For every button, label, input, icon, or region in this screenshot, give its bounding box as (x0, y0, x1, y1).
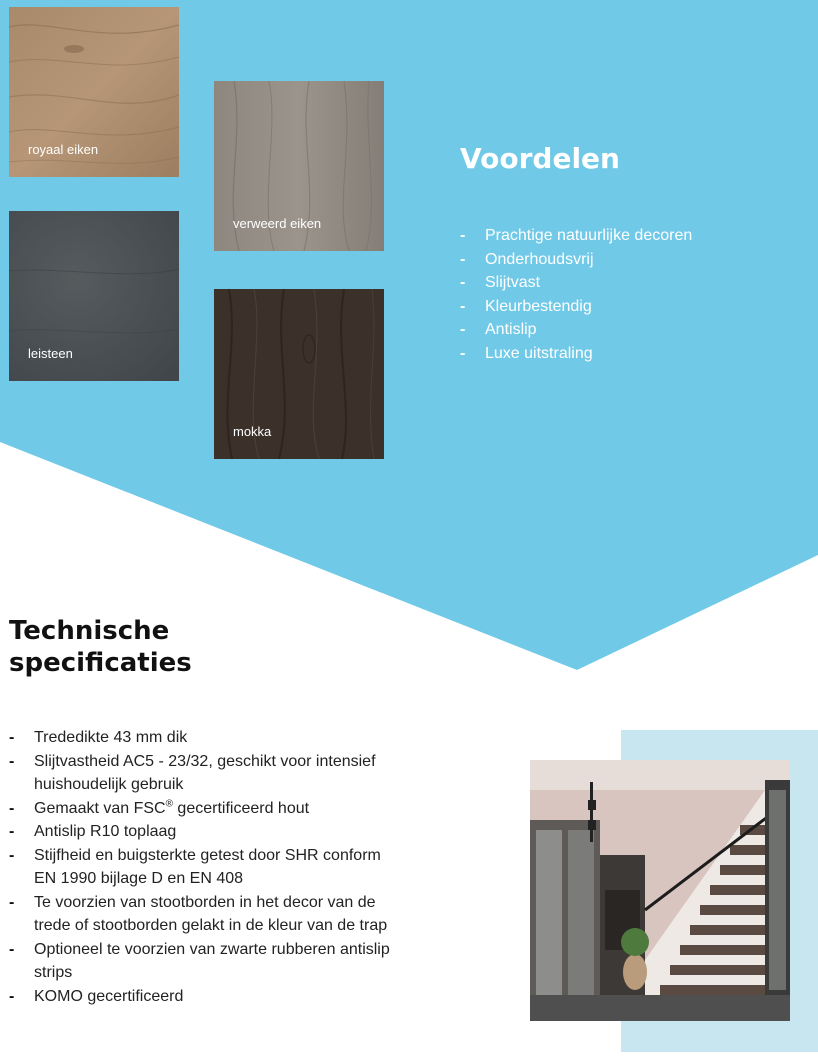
swatch-label: mokka (233, 424, 272, 439)
list-item (460, 295, 692, 319)
swatch-label: royaal eiken (28, 142, 99, 157)
list-item-text: Luxe uitstraling (485, 344, 593, 362)
list-item (9, 726, 404, 750)
bullet-dash: - (9, 823, 15, 840)
list-item-text: Stijfheid en buigsterkte getest door SHR conform EN 1990 bijlage D en EN 408 (34, 846, 381, 887)
list-item-text: Antislip R10 toplaag (34, 823, 177, 840)
technische-list (9, 726, 404, 1008)
bullet-dash: - (9, 987, 15, 1005)
title-line-2: specificaties (9, 648, 192, 678)
staircase-photo (530, 760, 790, 1021)
list-item-text: Te voorzien van stootborden in het decor van de trede of stootborden gelakt in de kleur van de trap (34, 893, 388, 934)
bullet-dash: - (460, 297, 466, 315)
swatch-royaal-eiken (9, 7, 179, 177)
list-item (460, 342, 692, 366)
bullet-dash: - (9, 752, 15, 770)
list-item (460, 318, 692, 342)
list-item-text: Trededikte 43 mm dik (34, 729, 188, 746)
list-item (9, 985, 404, 1009)
bullet-dash: - (9, 893, 15, 911)
voordelen-title: Voordelen (460, 142, 620, 175)
swatch-verweerd-eiken (214, 81, 384, 251)
list-item (9, 844, 404, 891)
list-item (9, 820, 404, 844)
bullet-dash: - (9, 940, 15, 958)
list-item-text-suffix: gecertificeerd hout (172, 799, 310, 817)
swatch-mokka (214, 289, 384, 459)
list-item-text: Antislip (485, 321, 537, 338)
list-item-text: Prachtige natuurlijke decoren (485, 227, 693, 244)
swatch-label: verweerd eiken (233, 216, 322, 231)
swatch-leisteen (9, 211, 179, 381)
list-item-text: Slijtvast (485, 274, 541, 291)
list-item-text: Onderhoudsvrij (485, 250, 594, 268)
bullet-dash: - (460, 250, 466, 268)
registered-mark: ® (165, 798, 173, 810)
bullet-dash: - (9, 799, 15, 817)
bullet-dash: - (9, 846, 15, 864)
list-item-text: Kleurbestendig (485, 297, 592, 315)
list-item (460, 248, 692, 272)
list-item-text: Gemaakt van FSC (34, 799, 166, 817)
list-item (460, 224, 692, 248)
list-item-text: Slijtvastheid AC5 - 23/32, geschikt voor intensief huishoudelijk gebruik (34, 752, 376, 793)
bullet-dash: - (460, 321, 466, 338)
list-item-text: Optioneel te voorzien van zwarte rubberen antislip strips (34, 940, 390, 981)
bullet-dash: - (9, 729, 15, 746)
bullet-dash: - (460, 344, 466, 362)
swatch-label: leisteen (28, 346, 73, 361)
list-item (9, 750, 404, 797)
voordelen-list (460, 224, 692, 365)
bullet-dash: - (460, 274, 466, 291)
technische-specificaties-title (9, 615, 269, 679)
list-item (9, 797, 404, 821)
list-item (9, 891, 404, 938)
list-item-text: KOMO gecertificeerd (34, 987, 184, 1005)
title-line-1: Technische (9, 616, 170, 646)
list-item (9, 938, 404, 985)
staircase-illustration (530, 760, 790, 1021)
bullet-dash: - (460, 227, 466, 244)
list-item (460, 271, 692, 295)
